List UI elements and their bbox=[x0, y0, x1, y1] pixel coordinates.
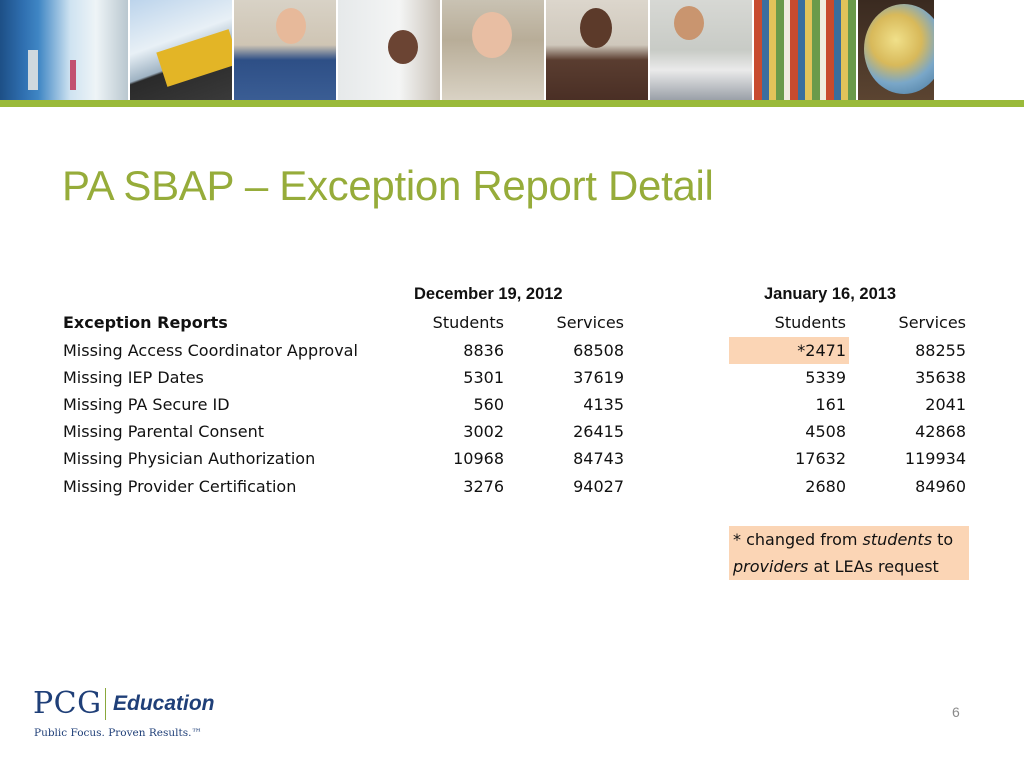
cell-dec-services: 94027 bbox=[573, 477, 624, 496]
column-header-students-dec: Students bbox=[432, 313, 504, 332]
cell-jan-services: 119934 bbox=[904, 449, 966, 468]
cell-jan-students: 17632 bbox=[795, 449, 846, 468]
footnote-line-1 bbox=[733, 530, 953, 550]
row-label: Missing Physician Authorization bbox=[63, 449, 316, 468]
cell-dec-students: 5301 bbox=[463, 368, 504, 387]
cell-dec-services: 26415 bbox=[573, 422, 624, 441]
cell-dec-students: 3276 bbox=[463, 477, 504, 496]
cell-jan-students: 2680 bbox=[805, 477, 846, 496]
row-label: Missing Access Coordinator Approval bbox=[63, 341, 358, 360]
cell-dec-services: 37619 bbox=[573, 368, 624, 387]
cell-dec-students: 10968 bbox=[453, 449, 504, 468]
cell-jan-services: 35638 bbox=[915, 368, 966, 387]
footnote-em-providers: providers bbox=[733, 557, 809, 576]
logo-tagline: Public Focus. Proven Results.™ bbox=[34, 727, 202, 739]
row-label: Missing Provider Certification bbox=[63, 477, 297, 496]
period-heading-january: January 16, 2013 bbox=[764, 285, 897, 303]
cell-dec-services: 84743 bbox=[573, 449, 624, 468]
row-label: Missing Parental Consent bbox=[63, 422, 264, 441]
page-number: 6 bbox=[952, 704, 960, 720]
column-header-services-jan: Services bbox=[898, 313, 966, 332]
row-label: Missing PA Secure ID bbox=[63, 395, 230, 414]
cell-jan-students: 5339 bbox=[805, 368, 846, 387]
logo-brand: PCG bbox=[33, 686, 102, 721]
column-header-exception-reports: Exception Reports bbox=[63, 313, 228, 332]
cell-jan-students: 161 bbox=[815, 395, 846, 414]
footnote-em-students: students bbox=[862, 530, 933, 549]
cell-jan-students: 4508 bbox=[805, 422, 846, 441]
cell-dec-students: 560 bbox=[473, 395, 504, 414]
pcg-education-logo bbox=[33, 686, 233, 746]
period-heading-december: December 19, 2012 bbox=[414, 285, 563, 303]
footnote-box bbox=[729, 526, 969, 580]
cell-jan-services: 42868 bbox=[915, 422, 966, 441]
cell-dec-students: 3002 bbox=[463, 422, 504, 441]
cell-jan-services: 88255 bbox=[915, 341, 966, 360]
cell-jan-services: 2041 bbox=[925, 395, 966, 414]
footnote-line-2 bbox=[733, 557, 939, 577]
footnote-prefix: * changed from bbox=[733, 530, 863, 549]
cell-dec-services: 4135 bbox=[583, 395, 624, 414]
footnote-suffix: at LEAs request bbox=[808, 557, 939, 576]
row-label: Missing IEP Dates bbox=[63, 368, 204, 387]
slide-title: PA SBAP – Exception Report Detail bbox=[62, 162, 714, 209]
cell-dec-services: 68508 bbox=[573, 341, 624, 360]
cell-jan-services: 84960 bbox=[915, 477, 966, 496]
cell-dec-students: 8836 bbox=[463, 341, 504, 360]
cell-jan-students: *2471 bbox=[797, 341, 846, 360]
footnote-mid: to bbox=[932, 530, 954, 549]
logo-division: Education bbox=[113, 692, 215, 715]
column-header-students-jan: Students bbox=[774, 313, 846, 332]
column-header-services-dec: Services bbox=[556, 313, 624, 332]
logo-divider bbox=[105, 688, 106, 720]
